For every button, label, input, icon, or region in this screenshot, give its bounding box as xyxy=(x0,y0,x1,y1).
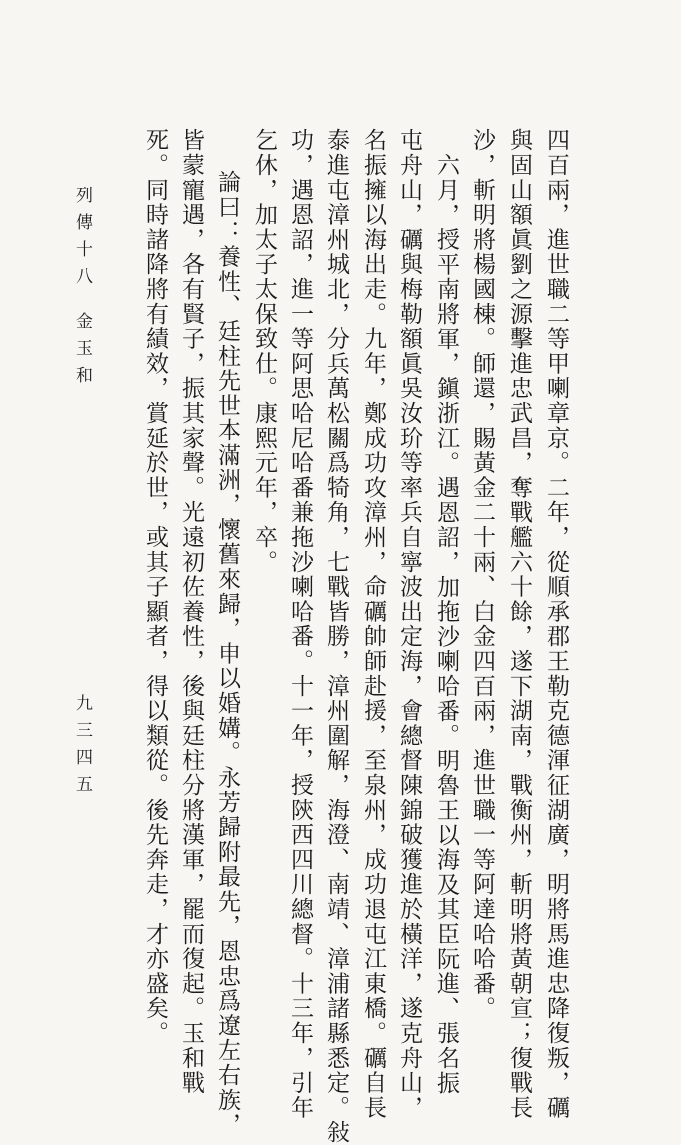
text-column-3: 沙，斬明將楊國棟。師還，賜黃金二十兩、白金四百兩，進世職一等阿達哈哈番。 xyxy=(469,128,495,1021)
commentary-column-3: 死。同時諸降將有績效，賞延於世，或其子顯者，得以類從。後先奔走，才亦盛矣。 xyxy=(142,128,168,1046)
text-column-5: 屯舟山，礪與梅勒額眞吳汝玠等率兵自寧波出定海，會總督陳錦破獲進於橫洋，遂克舟山， xyxy=(396,128,422,1120)
subject-label: 金玉和 xyxy=(72,312,92,393)
text-column-6: 名振擁以海出走。九年，鄭成功攻漳州，命礪帥師赴援，至泉州，成功退屯江東橋。礪自長 xyxy=(360,128,386,1120)
commentary-column-1: 論曰：養性、廷柱先世本滿洲，懷舊來歸，申以婚媾。永芳歸附最先，恩忠爲遼左右族， xyxy=(214,170,240,1138)
text-column-7: 泰進屯漳州城北，分兵萬松關爲犄角，七戰皆勝，漳州圍解，海澄、南靖、漳浦諸縣悉定。敍 xyxy=(323,128,349,1145)
chapter-label: 列傳十八 xyxy=(72,186,92,294)
text-column-4: 六月，授平南將軍，鎭浙江。遇恩詔，加拖沙喇哈番。明魯王以海及其臣阮進、張名振 xyxy=(433,153,459,1096)
text-column-1: 四百兩，進世職二等甲喇章京。二年，從順承郡王勒克德渾征湖廣，明將馬進忠降復叛，礪 xyxy=(543,128,569,1120)
text-column-8: 功，遇恩詔，進一等阿思哈尼哈番兼拖沙喇哈番。十一年，授陝西四川總督。十三年，引年 xyxy=(287,128,313,1120)
commentary-column-2: 皆蒙寵遇，各有賢子，振其家聲。光遠初佐養性，後與廷柱分將漢軍，罷而復起。玉和戰 xyxy=(178,128,204,1096)
page-number: 九三四五 xyxy=(72,694,92,802)
text-column-9: 乞休，加太子太保致仕。康熙元年，卒。 xyxy=(251,128,277,575)
text-column-2: 與固山額眞劉之源擊進忠武昌，奪戰艦六十餘，遂下湖南，戰衡州，斬明將黃朝宣；復戰長 xyxy=(506,128,532,1120)
